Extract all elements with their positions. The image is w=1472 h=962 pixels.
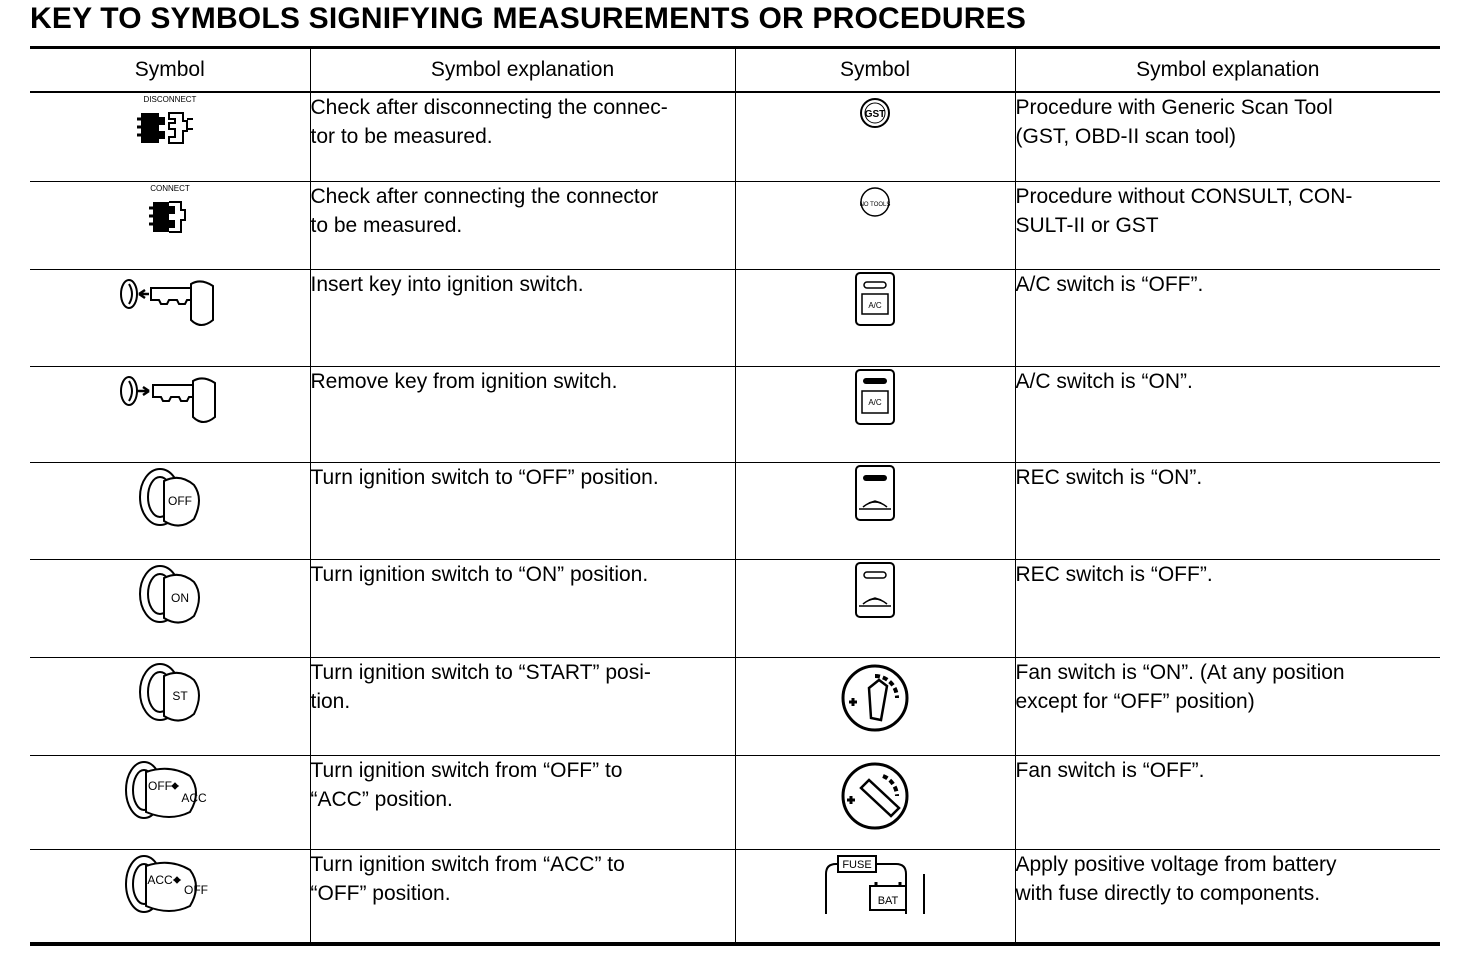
- svg-text:GST: GST: [864, 109, 886, 120]
- ignition-off-to-acc-icon: [120, 756, 220, 826]
- explanation-line: Remove key from ignition switch.: [310, 369, 618, 393]
- explanation-line: Turn ignition switch from “ACC” to: [310, 852, 625, 876]
- symbol-cell: [30, 462, 310, 559]
- insert-key-icon: [115, 270, 225, 336]
- svg-text:BAT: BAT: [877, 894, 899, 907]
- explanation-line: Turn ignition switch to “ON” position.: [310, 562, 649, 586]
- explanation-line: Insert key into ignition switch.: [310, 272, 584, 296]
- svg-text:DISCONNECT: DISCONNECT: [143, 95, 197, 104]
- ignition-acc-to-off-icon: [120, 850, 220, 920]
- explanation-line: (GST, OBD-II scan tool): [1015, 125, 1237, 148]
- explanation-cell: [310, 849, 735, 944]
- explanation-line: “ACC” position.: [310, 787, 453, 811]
- no-tools-icon: [855, 182, 895, 222]
- explanation-line: Check after disconnecting the connec-: [310, 96, 668, 119]
- explanation-line: Fan switch is “OFF”.: [1015, 758, 1205, 782]
- symbol-cell: [30, 755, 310, 849]
- table-row: [30, 657, 1440, 755]
- explanation-cell: [1015, 366, 1440, 462]
- explanation-cell: [310, 269, 735, 366]
- explanation-line: REC switch is “ON”.: [1015, 465, 1203, 489]
- symbol-cell: [735, 181, 1015, 269]
- symbol-cell: [30, 181, 310, 269]
- explanation-line: Procedure with Generic Scan Tool: [1015, 96, 1333, 119]
- explanation-cell: [310, 181, 735, 269]
- explanation-line: except for “OFF” position): [1015, 689, 1255, 713]
- svg-text:A/C: A/C: [868, 397, 882, 407]
- explanation-line: Check after connecting the connector: [310, 184, 659, 208]
- ignition-off-icon: [130, 463, 210, 533]
- svg-text:CONNECT: CONNECT: [149, 183, 190, 193]
- ignition-on-icon: [130, 560, 210, 630]
- explanation-cell: [1015, 755, 1440, 849]
- explanation-cell: [310, 755, 735, 849]
- svg-text:OFF: OFF: [147, 778, 172, 793]
- symbol-cell: [30, 657, 310, 755]
- explanation-cell: [1015, 559, 1440, 657]
- header-explanation-left: Symbol explanation: [310, 48, 735, 93]
- explanation-line: tor to be measured.: [310, 125, 493, 148]
- svg-text:OFF: OFF: [183, 882, 208, 897]
- symbol-cell: [30, 92, 310, 181]
- disconnect-connector-icon: [125, 93, 215, 157]
- explanation-cell: [1015, 92, 1440, 181]
- svg-text:A/C: A/C: [868, 300, 882, 310]
- explanation-line: to be measured.: [310, 213, 463, 237]
- ac-switch-off-icon: [853, 270, 897, 328]
- explanation-cell: [310, 559, 735, 657]
- table-row: [30, 366, 1440, 462]
- symbol-cell: [735, 92, 1015, 181]
- gst-icon: [855, 93, 895, 133]
- table-row: [30, 92, 1440, 181]
- symbol-cell: [30, 366, 310, 462]
- explanation-line: A/C switch is “ON”.: [1015, 369, 1193, 393]
- symbol-cell: [735, 462, 1015, 559]
- symbols-table: [30, 46, 1440, 946]
- svg-text:ACC: ACC: [147, 872, 173, 887]
- explanation-line: with fuse directly to components.: [1015, 881, 1321, 905]
- table-row: [30, 559, 1440, 657]
- symbol-cell: [735, 269, 1015, 366]
- symbol-cell: [735, 755, 1015, 849]
- connect-connector-icon: [125, 182, 215, 246]
- explanation-cell: [310, 366, 735, 462]
- explanation-line: “OFF” position.: [310, 881, 451, 905]
- explanation-cell: [1015, 269, 1440, 366]
- header-symbol-right: Symbol: [735, 48, 1015, 93]
- explanation-line: Turn ignition switch from “OFF” to: [310, 758, 623, 782]
- ignition-start-icon: [130, 658, 210, 728]
- remove-key-icon: [115, 367, 225, 433]
- explanation-line: tion.: [310, 689, 351, 713]
- explanation-line: REC switch is “OFF”.: [1015, 562, 1213, 586]
- explanation-cell: [1015, 657, 1440, 755]
- explanation-line: Turn ignition switch to “START” posi-: [310, 660, 651, 684]
- explanation-cell: [1015, 181, 1440, 269]
- table-row: [30, 269, 1440, 366]
- header-symbol-left: Symbol: [30, 48, 310, 93]
- table-row: [30, 462, 1440, 559]
- svg-text:FUSE: FUSE: [842, 858, 872, 871]
- explanation-line: Turn ignition switch to “OFF” position.: [310, 465, 659, 489]
- symbol-cell: [735, 559, 1015, 657]
- symbol-cell: [735, 366, 1015, 462]
- table-row: [30, 181, 1440, 269]
- explanation-cell: [1015, 462, 1440, 559]
- symbol-cell: [30, 269, 310, 366]
- explanation-line: A/C switch is “OFF”.: [1015, 272, 1204, 296]
- svg-text:NO TOOLS: NO TOOLS: [859, 201, 891, 208]
- explanation-line: SULT-II or GST: [1015, 213, 1159, 237]
- rec-switch-off-icon: [853, 560, 897, 620]
- rec-switch-on-icon: [853, 463, 897, 523]
- svg-text:ON: ON: [170, 590, 189, 605]
- explanation-line: Apply positive voltage from battery: [1015, 852, 1337, 876]
- symbol-cell: [735, 849, 1015, 944]
- explanation-cell: [310, 657, 735, 755]
- ac-switch-on-icon: [853, 367, 897, 427]
- symbol-cell: [30, 849, 310, 944]
- table-row: [30, 755, 1440, 849]
- header-explanation-right: Symbol explanation: [1015, 48, 1440, 93]
- explanation-cell: [1015, 849, 1440, 944]
- explanation-line: Fan switch is “ON”. (At any position: [1015, 660, 1345, 684]
- svg-text:OFF: OFF: [167, 493, 192, 508]
- svg-text:ACC: ACC: [181, 790, 207, 805]
- fan-switch-on-icon: [835, 658, 915, 738]
- table-row: [30, 849, 1440, 944]
- page-title: KEY TO SYMBOLS SIGNIFYING MEASUREMENTS OR PROCEDURES: [30, 2, 1027, 35]
- svg-text:ST: ST: [172, 688, 188, 703]
- symbol-cell: [30, 559, 310, 657]
- fuse-battery-icon: [820, 850, 930, 920]
- explanation-cell: [310, 462, 735, 559]
- explanation-cell: [310, 92, 735, 181]
- fan-switch-off-icon: [835, 756, 915, 836]
- symbol-cell: [735, 657, 1015, 755]
- explanation-line: Procedure without CONSULT, CON-: [1015, 184, 1353, 208]
- header-row: [30, 48, 1440, 93]
